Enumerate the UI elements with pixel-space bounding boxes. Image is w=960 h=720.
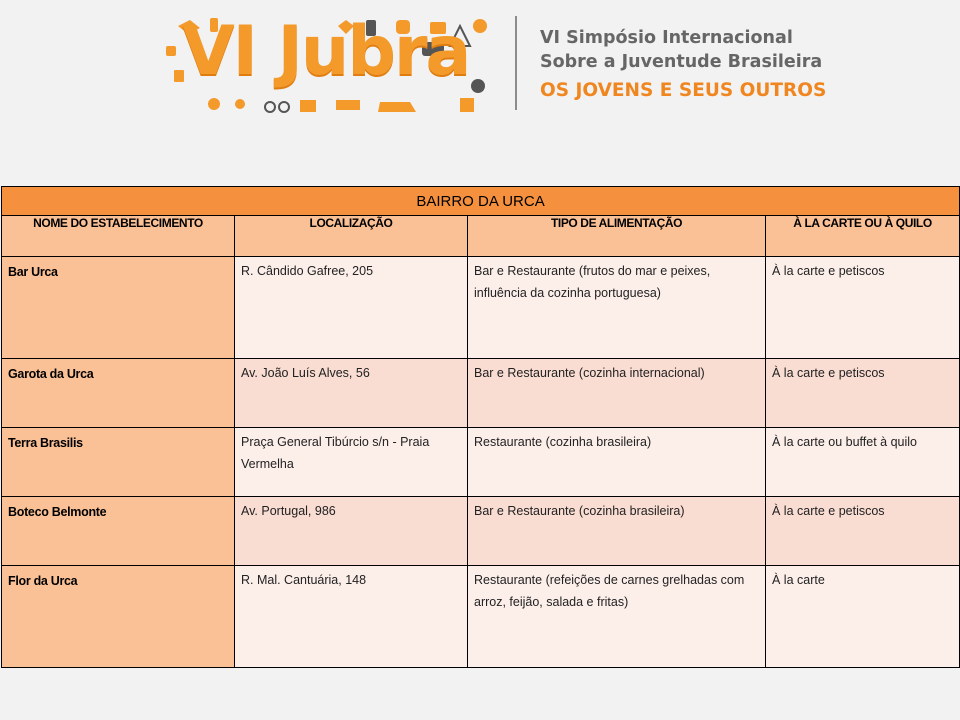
ping-pong-icon (473, 19, 487, 33)
location-cell: Av. João Luís Alves, 56 (235, 359, 468, 428)
service-cell: À la carte (766, 566, 960, 668)
establishment-name: Boteco Belmonte (2, 497, 235, 566)
establishment-name: Terra Brasilis (2, 428, 235, 497)
table-row (2, 566, 960, 668)
food-type-cell: Bar e Restaurante (cozinha internacional) (468, 359, 766, 428)
location-cell: R. Mal. Cantuária, 148 (235, 566, 468, 668)
header (0, 0, 960, 130)
header-divider (515, 16, 517, 110)
podium-icon (336, 100, 360, 110)
location-cell: Av. Portugal, 986 (235, 497, 468, 566)
event-title (540, 26, 826, 104)
table-header-row (2, 216, 960, 257)
event-title-line2: Sobre a Juventude Brasileira (540, 52, 823, 72)
logo-text: VI Jubra (182, 12, 470, 91)
table-row (2, 257, 960, 359)
column-header-name: NOME DO ESTABELECIMENTO (2, 216, 235, 257)
table-title: BAIRRO DA URCA (2, 187, 960, 216)
event-slogan: OS JOVENS E SEUS OUTROS (540, 80, 827, 101)
table-row (2, 497, 960, 566)
logo (160, 6, 500, 122)
column-header-service: À LA CARTE OU À QUILO (766, 216, 960, 257)
service-cell: À la carte ou buffet à quilo (766, 428, 960, 497)
food-type-cell: Bar e Restaurante (cozinha brasileira) (468, 497, 766, 566)
location-cell: Praça General Tibúrcio s/n - Praia Vermelha (235, 428, 468, 497)
column-header-food-type: TIPO DE ALIMENTAÇÃO (468, 216, 766, 257)
location-cell: R. Cândido Gafree, 205 (235, 257, 468, 359)
food-type-cell: Bar e Restaurante (frutos do mar e peixes, influência da cozinha portuguesa) (468, 257, 766, 359)
lightbulb-icon (235, 99, 245, 109)
establishment-name: Garota da Urca (2, 359, 235, 428)
gamepad-icon (166, 46, 176, 56)
car-icon (378, 102, 416, 112)
establishment-name: Flor da Urca (2, 566, 235, 668)
food-type-cell: Restaurante (cozinha brasileira) (468, 428, 766, 497)
skull-icon (471, 79, 485, 93)
event-title-line1: VI Simpósio Internacional (540, 28, 793, 48)
table-row (2, 359, 960, 428)
column-header-location: LOCALIZAÇÃO (235, 216, 468, 257)
service-cell: À la carte e petiscos (766, 497, 960, 566)
service-cell: À la carte e petiscos (766, 257, 960, 359)
bicycle-icon (265, 102, 275, 112)
map-icon (460, 98, 474, 112)
establishment-name: Bar Urca (2, 257, 235, 359)
food-type-cell: Restaurante (refeições de carnes grelhadas com arroz, feijão, salada e fritas) (468, 566, 766, 668)
table-row (2, 428, 960, 497)
camera-icon (208, 98, 220, 110)
service-cell: À la carte e petiscos (766, 359, 960, 428)
restaurant-table (1, 186, 960, 668)
books-icon (300, 100, 316, 112)
